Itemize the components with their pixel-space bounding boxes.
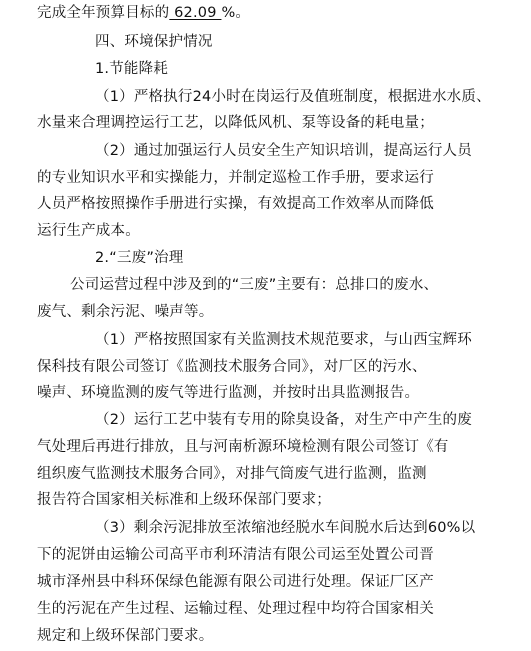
waste-item3-line3: 城市泽州县中科环保绿色能源有限公司进行处理。保证厂区产 xyxy=(37,573,434,590)
energy-item2-line3: 人员严格按照操作手册进行实操，有效提高工作效率从而降低 xyxy=(37,195,434,212)
subheading-three-wastes: 2.“三废”治理 xyxy=(95,250,184,267)
energy-item2-line4: 运行生产成本。 xyxy=(37,223,140,239)
budget-completion-line xyxy=(37,4,250,22)
waste-item2-line1: （2）运行工艺中装有专用的除臭设备，对生产中产生的废 xyxy=(95,411,472,428)
budget-completion-percent: 62.09 xyxy=(169,5,222,21)
waste-item1-line3: 噪声、环境监测的废气等进行监测，并按时出具监测报告。 xyxy=(37,384,420,401)
waste-item1-line1: （1）严格按照国家有关监测技术规范要求，与山西宝辉环 xyxy=(95,331,472,348)
energy-item1-line1: （1）严格执行24小时在岗运行及值班制度，根据进水水质、 xyxy=(95,89,491,106)
waste-item2-line2: 气处理后再进行排放，且与河南析源环境检测有限公司签订《有 xyxy=(37,439,449,455)
waste-intro-line2: 废气、剩余污泥、噪声等。 xyxy=(37,304,214,321)
energy-item1-line2: 水量来合理调控运行工艺，以降低风机、泵等设备的耗电量； xyxy=(37,115,434,132)
subheading-energy-saving: 1.节能降耗 xyxy=(95,61,169,78)
waste-item2-line4: 报告符合国家相关标准和上级环保部门要求； xyxy=(37,492,331,509)
budget-completion-prefix: 完成全年预算目标的 xyxy=(37,5,170,21)
energy-item2-line2: 的专业知识水平和实操能力，并制定巡检工作手册，要求运行 xyxy=(37,169,434,186)
waste-item2-line3: 组织废气监测技术服务合同》，对排气筒废气进行监测，监测 xyxy=(37,466,427,483)
waste-item3-line2: 下的泥饼由运输公司高平市利环清洁有限公司运至处置公司晋 xyxy=(37,546,434,563)
waste-item1-line2: 保科技有限公司签订《监测技术服务合同》，对厂区的污水、 xyxy=(37,358,427,375)
energy-item2-line1: （2）通过加强运行人员安全生产知识培训，提高运行人员 xyxy=(95,142,472,159)
waste-item3-line1: （3）剩余污泥排放至浓缩池经脱水车间脱水后达到60%以 xyxy=(95,519,476,536)
waste-item3-line4: 生的污泥在产生过程、运输过程、处理过程中均符合国家相关 xyxy=(37,600,434,617)
budget-completion-suffix: %。 xyxy=(221,5,251,21)
waste-intro-line1: 公司运营过程中涉及到的“三废”主要有：总排口的废水、 xyxy=(70,277,439,294)
section-heading-environment: 四、环境保护情况 xyxy=(95,34,213,50)
waste-item3-line5: 规定和上级环保部门要求。 xyxy=(37,628,214,644)
